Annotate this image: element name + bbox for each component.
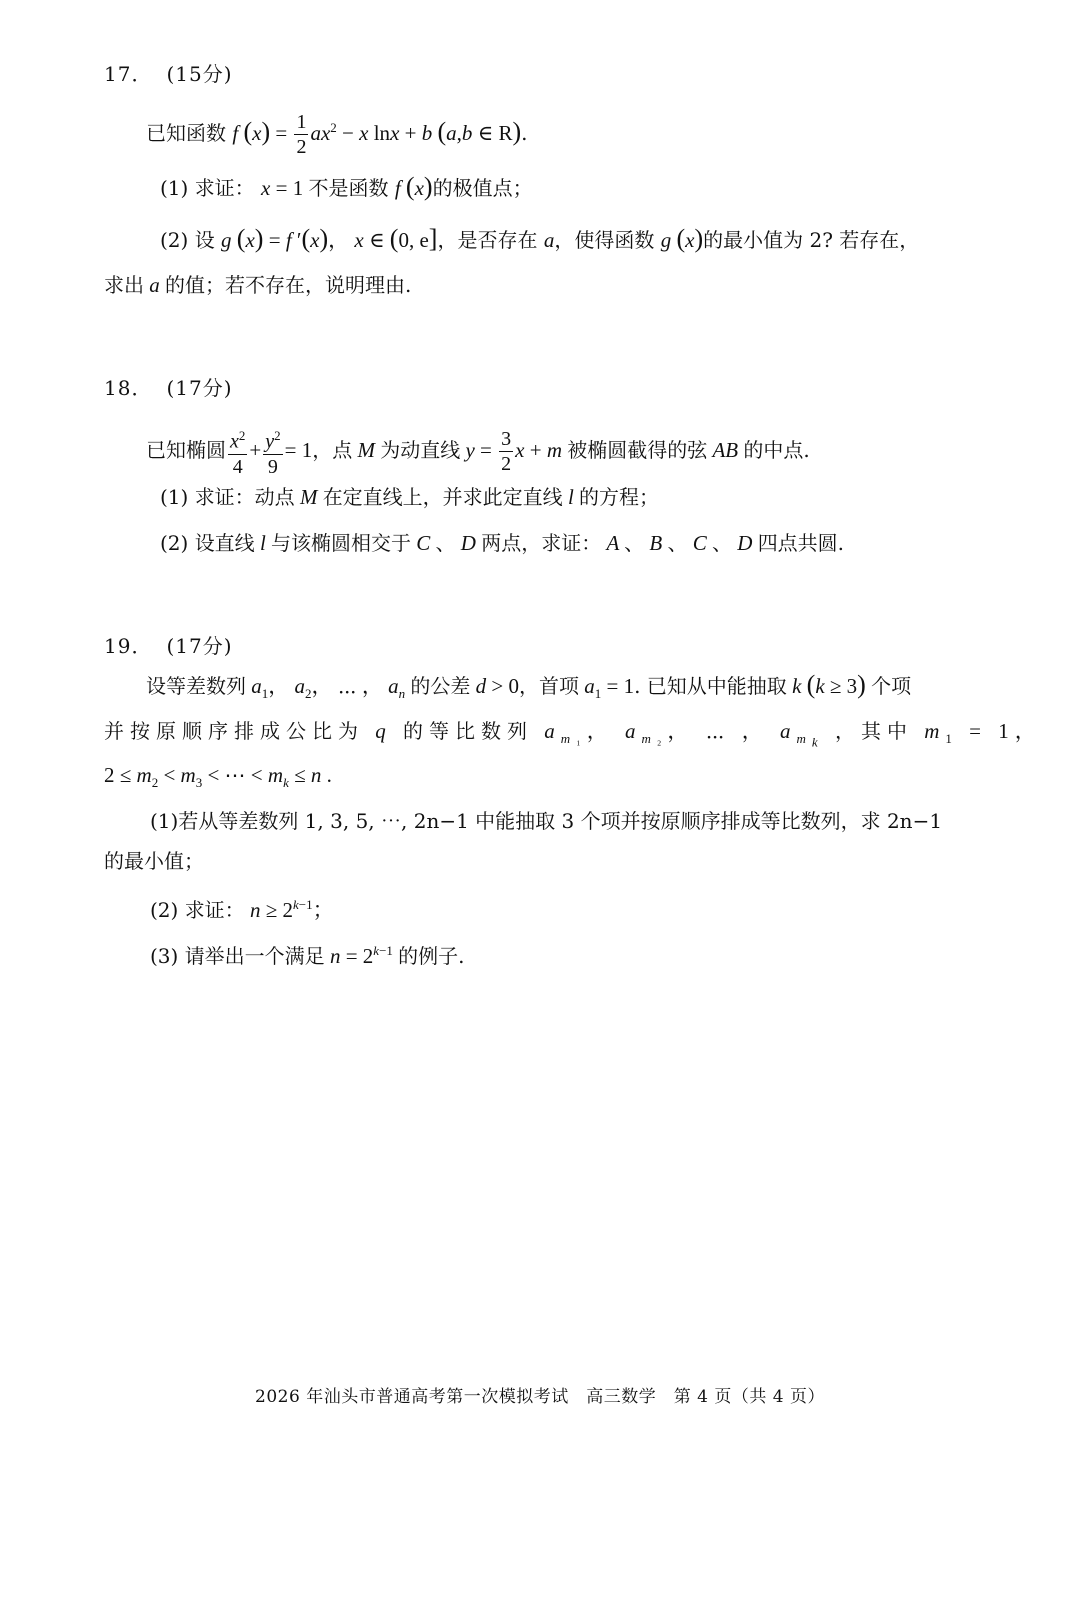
q18-score: (17分) — [166, 376, 233, 400]
q17-part2: (2) 设 g (x) = f ′(x)， x ∈ (0, e]，是否存在 a，使得函数 g (x)的最小值为 2? 若存在， — [160, 224, 920, 253]
q18-intro: 已知椭圆 $\frac{x^2}{4}$ + $\frac{y^2}{9}$ = 1，点 M 为动直线 y = $\frac{3}{2}$ x + m 被椭圆截得的弦 AB 的中点. — [146, 424, 810, 479]
q19-score: (17分) — [166, 634, 233, 658]
q19-line3: $2 \le m_2 < m_3$ < ⋯ < $m_k \le n$ . — [104, 763, 332, 791]
q18-number: 18． — [104, 376, 153, 400]
q17-number: 17． — [104, 62, 153, 86]
q17-header — [104, 58, 233, 87]
q19-line2: 并按原顺序排成公比为 q 的等比数列 $a_{m_1}$， $a_{m_2}$， ⋯ ， $a_{m_k}$ ，其中 $m_1 = 1$， — [104, 719, 1042, 750]
q19-part2: (2) 求证： $n \ge 2^{k-1}$； — [150, 897, 334, 922]
q18-header — [104, 372, 233, 401]
q17-part1: (1) 求证： x = 1 不是函数 f (x)的极值点； — [160, 172, 533, 201]
q18-part2: (2) 设直线 l 与该椭圆相交于 C 、 D 两点，求证： A 、 B 、 C 、 D 四点共圆. — [160, 531, 845, 555]
q18-part1: (1) 求证：动点 M 在定直线上，并求此定直线 l 的方程； — [160, 485, 660, 509]
q17-fraction: $\frac{1}{2}$ — [296, 111, 307, 158]
q19-number: 19． — [104, 634, 153, 658]
q17-score: (15分) — [166, 62, 233, 86]
q17-intro: 已知函数 f (x) = $\frac{1}{2}$ $ax^2 - x$ lnx + b (a,b ∈ R). — [146, 111, 528, 158]
q19-part3: (3) 请举出一个满足 $n = 2^{k-1}$ 的例子. — [150, 943, 465, 968]
page-footer: 2026 年汕头市普通高考第一次模拟考试 高三数学 第 4 页（共 4 页） — [255, 1387, 825, 1407]
q19-header — [104, 630, 233, 659]
q19-intro: 设等差数列 $a_1$， $a_2$， ⋯ ， $a_n$ 的公差 d > 0，首项 $a_1 = 1$. 已知从中能抽取 k (k ≥ 3) 个项 — [146, 670, 912, 702]
q17-intro-text: 已知函数 — [146, 121, 226, 145]
q19-part1-cont: 的最小值； — [104, 849, 204, 873]
q19-part1: (1)若从等差数列 1, 3, 5, ⋯, 2n−1 中能抽取 3 个项并按原顺序排成等比数列，求 2n−1 — [150, 809, 943, 833]
q17-part2-cont: 求出 a 的值；若不存在，说明理由. — [104, 273, 412, 297]
